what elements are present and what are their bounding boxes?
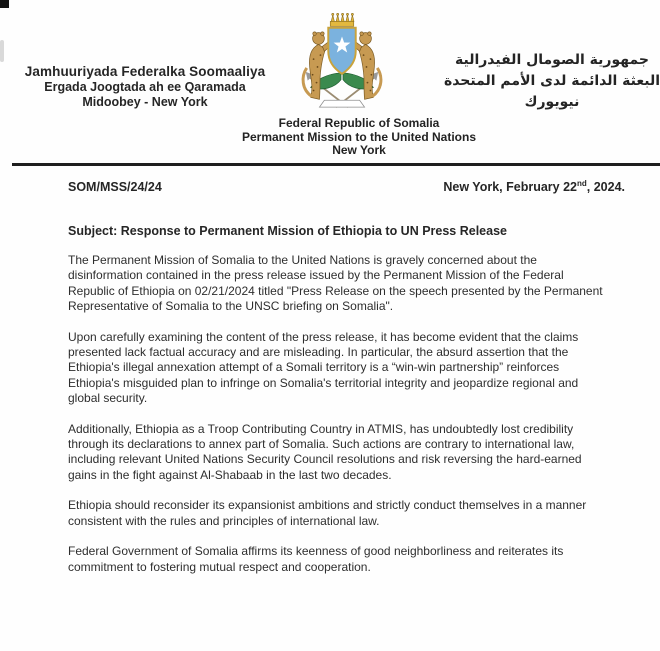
paragraph-2: Upon carefully examining the content of the press release, it has become evident that the claims presented lack factual accuracy and are misleading. In particular, the absurd assertion that the Ethiopia's illegal annexation attempt of a Somali territory is a “win-win partnership” reinforces Ethiopia's misguided plan to infringe on Somalia's territorial integrity and jeopardize regional and global security. xyxy=(68,329,579,406)
letterhead-somali-line3: Midoobey - New York xyxy=(82,95,208,109)
crown xyxy=(330,13,354,26)
shield xyxy=(328,28,355,74)
letter-body xyxy=(68,253,613,590)
scan-smudge xyxy=(0,40,4,62)
date-ordinal-superscript: nd xyxy=(576,179,587,188)
letterhead-somali-line2: Ergada Joogtada ah ee Qaramada xyxy=(44,79,246,94)
leopard-left xyxy=(303,32,331,99)
scan-corner-artifact xyxy=(0,0,9,8)
letterhead-somali-line1: Jamhuuriyada Federalka Soomaaliya xyxy=(24,64,266,79)
reference-row xyxy=(68,179,625,194)
letterhead-arabic xyxy=(442,50,660,113)
paragraph-5: Federal Government of Somalia affirms its keenness of good neighborliness and reiterates its commitment to fostering mutual respect and cooperation. xyxy=(68,544,564,574)
subject-line: Subject: Response to Permanent Mission of Ethiopia to UN Press Release xyxy=(68,224,507,238)
somalia-coat-of-arms-icon xyxy=(293,12,391,116)
letterhead-arabic-line1: جمهورية الصومال الفيدرالية xyxy=(454,52,649,68)
letterhead-english-line3: New York xyxy=(332,143,386,157)
paragraph-1: The Permanent Mission of Somalia to the United Nations is gravely concerned about the disinformation contained in the press release issued by the Permanent Mission of the Federal Republic of Ethiopia on 02/21/2024 titled "Press Release on the speech presented by the Permanent Representative of Somalia to the UNSC briefing on Somalia". xyxy=(68,253,603,314)
date-line xyxy=(443,179,625,194)
reference-number: SOM/MSS/24/24 xyxy=(68,180,162,195)
letterhead-english-line2: Permanent Mission to the United Nations xyxy=(241,129,477,144)
leopard-right xyxy=(353,32,381,99)
paragraph-3: Additionally, Ethiopia as a Troop Contributing Country in ATMIS, has undoubtedly lost credibility through its declarations to annex part of Somalia. Such actions are contrary to international law, including relevant United Nations Security Council resolutions and risk reversing the hard-earned gains in the fight against Al-Shabaab in the last two decades. xyxy=(68,421,582,482)
letterhead-arabic-line2: البعثة الدائمة لدى الأمم المتحدة xyxy=(443,73,660,89)
paragraph-4: Ethiopia should reconsider its expansionist ambitions and strictly conduct themselves in a manner consistent with the rules and principles of international law. xyxy=(68,498,587,528)
date-suffix: , 2024. xyxy=(586,180,625,195)
date-prefix: New York, February 22 xyxy=(443,180,577,195)
divider-line xyxy=(12,163,660,166)
letterhead-english xyxy=(236,117,482,158)
letterhead-somali xyxy=(22,64,268,111)
letterhead-english-line1: Federal Republic of Somalia xyxy=(278,116,440,130)
ribbon xyxy=(319,100,364,107)
letterhead-arabic-line3: نيويورك xyxy=(524,94,580,110)
